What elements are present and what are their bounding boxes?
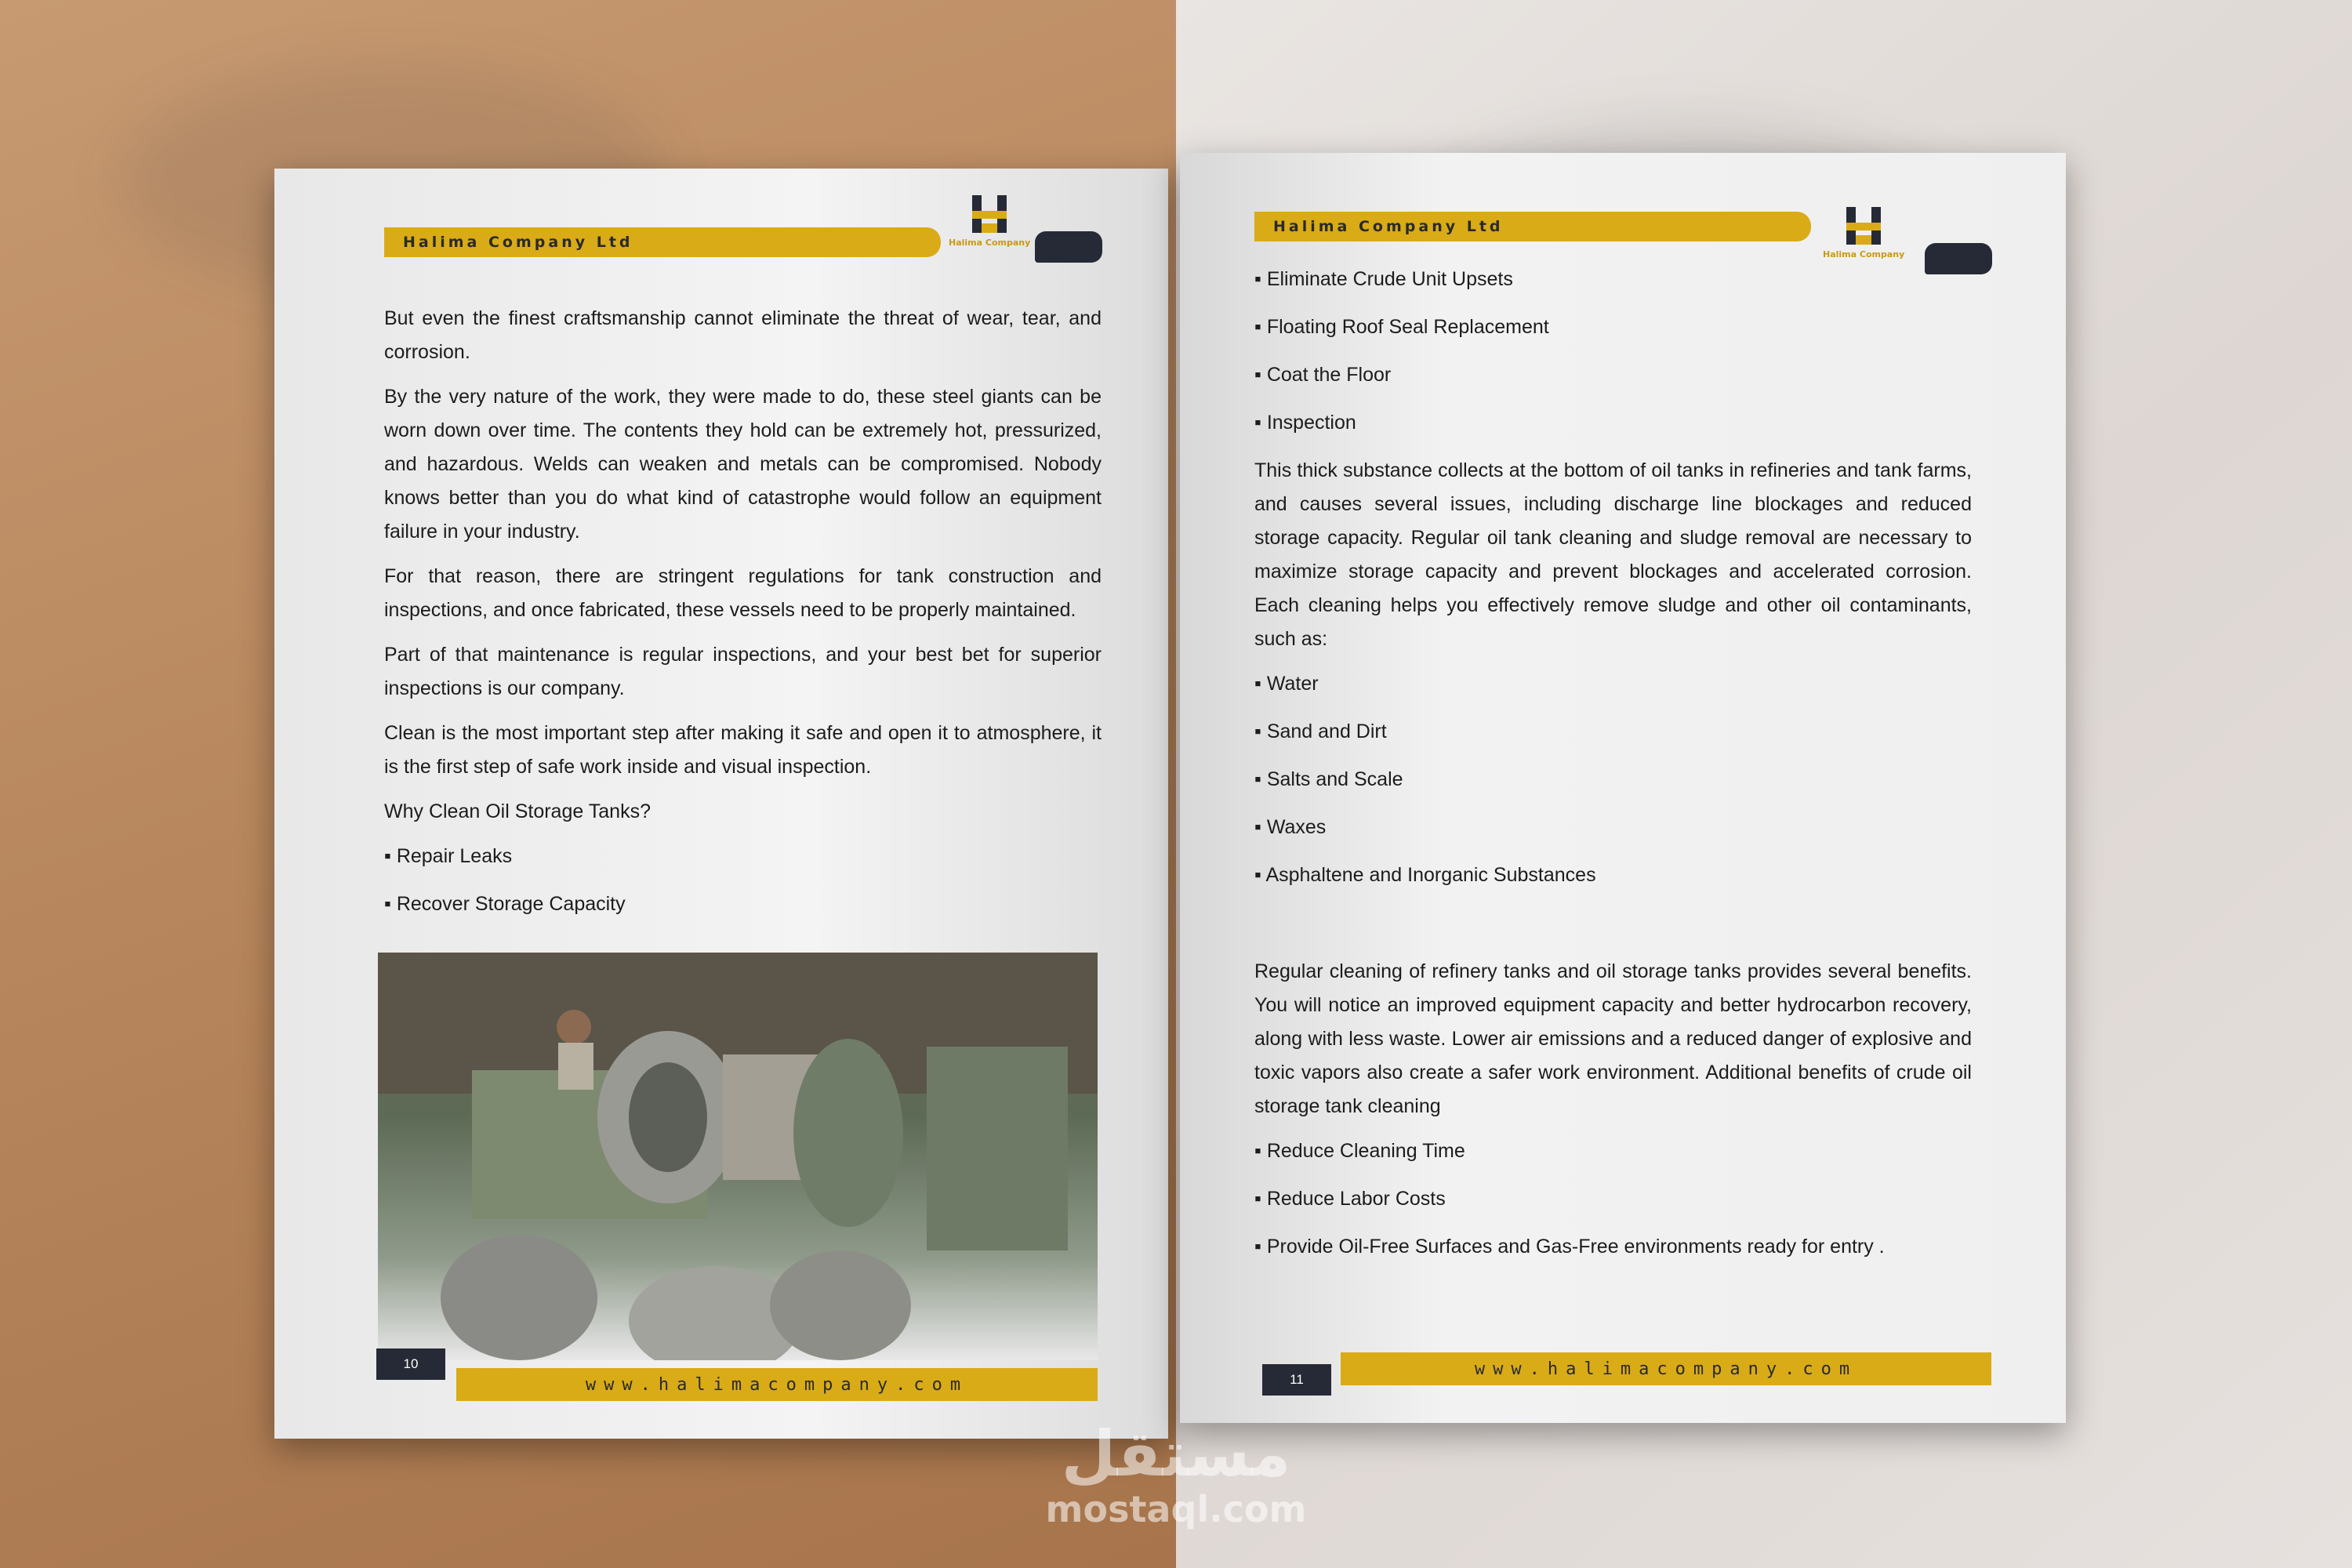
halima-logo-icon <box>1842 204 1886 248</box>
paragraph: But even the finest craftsmanship cannot eliminate the threat of wear, tear, and corrosion. <box>384 307 1102 363</box>
left-page-text <box>384 302 1102 935</box>
list-item: ▪ Recover Storage Capacity <box>384 887 1102 921</box>
workshop-photo <box>378 953 1098 1360</box>
list-item: ▪ Inspection <box>1254 406 1972 440</box>
company-logo <box>949 192 1030 248</box>
paragraph: By the very nature of the work, they were made to do, these steel giants can be worn down over time. The contents they hold can be extremely hot, pressurized, and hazardous. Welds can weaken and metals can be compromised. Nobody knows better than you do what kind of catastrophe would follow an equipment failure in your industry. <box>384 386 1102 543</box>
section-question: Why Clean Oil Storage Tanks? <box>384 800 651 822</box>
watermark-arabic: مستقل <box>1061 1417 1291 1490</box>
list-item: ▪ Reduce Cleaning Time <box>1254 1134 1972 1168</box>
company-name: Halima Company Ltd <box>1273 218 1504 235</box>
paragraph: Regular cleaning of refinery tanks and oil storage tanks provides several benefits. You will notice an improved equipment capacity and better hydrocarbon recovery, along with less waste. Lower air emissions and a reduced danger of explosive and toxic vapors also create a safer work environment. Additional benefits of crude oil storage tank cleaning <box>1254 960 1972 1117</box>
list-item: ▪ Salts and Scale <box>1254 763 1972 797</box>
company-logo <box>1823 204 1904 260</box>
list-item: ▪ Eliminate Crude Unit Upsets <box>1254 263 1972 296</box>
list-item: ▪ Reduce Labor Costs <box>1254 1182 1972 1216</box>
lathe-machine-image <box>378 953 1098 1360</box>
watermark <box>1019 1419 1333 1529</box>
paragraph: For that reason, there are stringent regulations for tank construction and inspections, and once fabricated, these vessels need to be properly maintained. <box>384 565 1102 621</box>
list-item: ▪ Repair Leaks <box>384 840 1102 873</box>
list-item: ▪ Coat the Floor <box>1254 358 1972 392</box>
page-number: 10 <box>376 1348 445 1380</box>
list-item: ▪ Asphaltene and Inorganic Substances <box>1254 858 1972 892</box>
right-page-text <box>1254 263 1972 1278</box>
website-url: www.halimacompany.com <box>585 1374 969 1395</box>
header-bar <box>384 227 941 257</box>
page-number: 11 <box>1262 1364 1331 1396</box>
paragraph: Clean is the most important step after making it safe and open it to atmosphere, it is the first step of safe work inside and visual inspection. <box>384 722 1102 778</box>
watermark-latin: mostaql.com <box>1045 1488 1307 1530</box>
paragraph: Part of that maintenance is regular inspections, and your best bet for superior inspections is our company. <box>384 644 1102 699</box>
logo-text: Halima Company <box>1823 249 1905 260</box>
logo-text: Halima Company <box>949 238 1031 248</box>
company-name: Halima Company Ltd <box>403 234 633 251</box>
website-url: www.halimacompany.com <box>1474 1359 1858 1379</box>
list-item: ▪ Water <box>1254 667 1972 701</box>
list-item: ▪ Floating Roof Seal Replacement <box>1254 310 1972 344</box>
left-page <box>274 169 1168 1439</box>
website-bar <box>1341 1352 1991 1385</box>
list-item: ▪ Provide Oil-Free Surfaces and Gas-Free environments ready for entry . <box>1254 1230 1972 1264</box>
paragraph: This thick substance collects at the bottom of oil tanks in refineries and tank farms, and causes several issues, including discharge line blockages and reduced storage capacity. Regular oil tank cleaning and sludge removal are necessary to maximize storage capacity and prevent blockages and accelerated corrosion. Each cleaning helps you effectively remove sludge and other oil contaminants, such as: <box>1254 459 1972 650</box>
list-item: ▪ Sand and Dirt <box>1254 715 1972 749</box>
website-bar <box>456 1368 1098 1401</box>
right-page <box>1180 153 2066 1423</box>
header-tab <box>1035 231 1102 263</box>
list-item: ▪ Waxes <box>1254 811 1972 844</box>
header-bar <box>1254 212 1811 241</box>
halima-logo-icon <box>967 192 1011 236</box>
